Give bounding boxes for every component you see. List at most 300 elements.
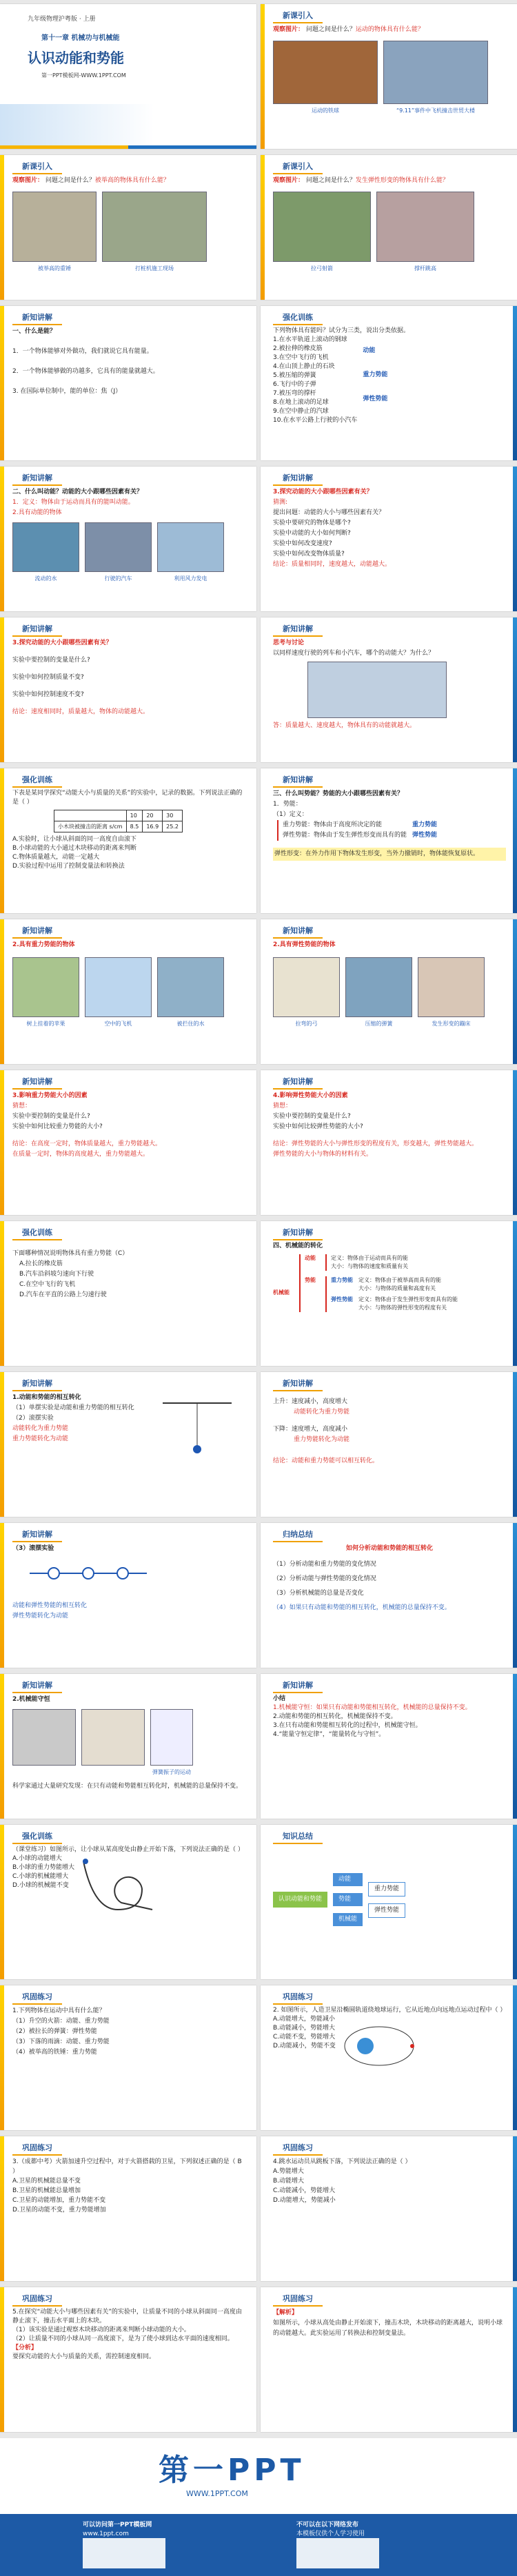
footer-text: 科学家通过大量研究发现：在只有动能和势能相互转化时，机械能的总量保持不变。 xyxy=(12,1783,243,1790)
question: 3.（成都中考）火箭加速升空过程中，对于火箭搭载的卫星，下列叙述正确的是（ B ） xyxy=(12,2158,242,2175)
caption: 行驶的汽车 xyxy=(104,575,132,582)
slide-title: 归纳总结 xyxy=(273,1527,323,1542)
slide-right-stripe xyxy=(513,617,517,762)
slide-21[interactable] xyxy=(0,1523,256,1668)
option: C.小球的机械能增大 xyxy=(12,1873,69,1880)
table-cell: 小木块被撞击的距离 s/cm xyxy=(54,821,127,832)
slide-4[interactable] xyxy=(261,155,517,300)
elastic-label: 弹性势能 xyxy=(331,1296,353,1302)
slide-title: 新知讲解 xyxy=(273,1225,323,1240)
definition-gravity: 重力势能：物体由于高度所决定的能 xyxy=(283,821,383,828)
satellite-orbit-diagram xyxy=(341,2015,417,2077)
potential-to-kinetic: 重力势能转化为动能 xyxy=(294,1436,350,1443)
slide-left-stripe xyxy=(0,306,4,460)
trampoline-image xyxy=(418,957,485,1017)
slide-19[interactable] xyxy=(0,1372,256,1517)
slide-title: 新知讲解 xyxy=(273,1678,323,1693)
slide-title: 新知讲解 xyxy=(12,471,62,486)
slide-body xyxy=(273,327,506,425)
option: B.卫星的机械能总量增加 xyxy=(12,2187,81,2194)
kinetic-def: 定义：物体由于运动而具有的能 xyxy=(331,1255,408,1261)
slide-5[interactable] xyxy=(0,306,256,460)
cover-top-label: 九年级物理沪粤版 · 上册 xyxy=(28,16,96,23)
kinetic-size: 大小：与物体的速度和质量有关 xyxy=(331,1263,408,1269)
footer-left-line[interactable]: www.1ppt.com xyxy=(83,2531,129,2537)
definition: 1．定义：物体由于运动而具有的能叫动能。 xyxy=(12,499,134,506)
slide-right-stripe xyxy=(513,768,517,913)
q-text: 问题之间是什么？ xyxy=(305,177,356,184)
slide-left-stripe xyxy=(0,1372,4,1517)
footer-right-col xyxy=(296,2521,365,2539)
text-line: 实验中动能的大小如何判断? xyxy=(273,530,351,537)
slide-body xyxy=(12,789,245,871)
plane-tower-image xyxy=(383,41,488,104)
slide-title: 巩固练习 xyxy=(12,2291,62,2307)
slide-body xyxy=(273,176,506,274)
caption: 发生形变的蹦床 xyxy=(432,1021,471,1027)
slide-body xyxy=(12,1242,245,1300)
slide-title: 新课引入 xyxy=(273,159,323,174)
slide-right-stripe xyxy=(513,306,517,460)
slide-right-stripe xyxy=(513,1221,517,1366)
text-line: 动能转化为重力势能 xyxy=(12,1425,69,1432)
q-focus: 运动的物体具有什么能？ xyxy=(355,26,424,33)
slide-title: 新知讲解 xyxy=(12,1527,62,1542)
mindmap-node-elastic: 弹性势能 xyxy=(368,1903,405,1918)
slide-right-stripe xyxy=(513,1825,517,1979)
analysis-label: 【解析】 xyxy=(273,2309,298,2316)
option: B.动能减小，势能增大 xyxy=(273,2025,336,2032)
question: 2. 如图所示，人造卫星沿椭圆轨道绕地球运行，它从近地点向远地点运动过程中（ ） xyxy=(273,2007,507,2014)
option: D.动能增大，势能减小 xyxy=(273,2197,336,2204)
footer-left-box xyxy=(83,2538,165,2568)
slide-body xyxy=(12,1544,245,1622)
text-line: （1）单摆实验是动能和重力势能的相互转化 xyxy=(12,1404,134,1411)
footer-right-title: 不可以在以下网络发布 xyxy=(296,2522,359,2528)
option: A.实验时，让小球从斜面的同一高度自由滚下 xyxy=(12,836,136,843)
slide-left-stripe xyxy=(0,2136,4,2281)
train-image xyxy=(307,662,447,718)
fall-text: 下降：速度增大，高度减小 xyxy=(273,1426,348,1433)
plane-image xyxy=(85,957,152,1017)
conclusion: 结论：速度相同时，质量越大，物体的动能越大。 xyxy=(12,708,150,715)
cover-decoration xyxy=(0,104,256,145)
question: 下表是某同学探究“动能大小与质量的关系”的实验中，记录的数据。下列说法正确的是（ ） xyxy=(12,790,243,806)
gravity-size: 大小：与物体的质量和高度有关 xyxy=(358,1285,436,1291)
category-elastic: 弹性势能 xyxy=(363,396,388,402)
mindmap-node-mechanical: 机械能 xyxy=(333,1913,363,1926)
section-heading: 小结 xyxy=(273,1695,286,1702)
slide-body xyxy=(273,2308,506,2339)
text-line: 实验中如何控制速度不变? xyxy=(12,691,84,698)
text-line: （2）让质量不同的小球从同一高度滚下，是为了使小球到达水平面的速度相同。 xyxy=(12,2335,234,2342)
slide-title: 新知讲解 xyxy=(273,471,323,486)
slide-left-stripe xyxy=(0,617,4,762)
slide-29[interactable] xyxy=(0,2136,256,2281)
slide-23[interactable] xyxy=(0,1674,256,1819)
slide-bottom-stripe xyxy=(0,145,256,149)
bow-image xyxy=(273,957,340,1017)
text-line: 实验中要控制的变量是什么? xyxy=(12,1113,90,1120)
slide-24[interactable] xyxy=(261,1674,517,1819)
slide-31[interactable] xyxy=(0,2287,256,2432)
slide-10[interactable] xyxy=(261,617,517,762)
section-heading: 3.影响重力势能大小的因素 xyxy=(12,1092,88,1099)
option: C.动能减小，势能增大 xyxy=(273,2187,336,2194)
guess: 猜想： xyxy=(273,1103,292,1110)
question: 以同样速度行驶的列车和小汽车，哪个的动能大？为什么？ xyxy=(273,650,435,657)
section-heading: （3）滚摆实验 xyxy=(12,1545,54,1552)
car-image xyxy=(85,522,152,572)
section-heading: 二、什么叫动能？动能的大小跟哪些因素有关？ xyxy=(12,489,143,495)
slide-cover[interactable] xyxy=(0,4,256,149)
gravity-def: 定义：物体由于被举高而具有的能 xyxy=(358,1277,441,1283)
slide-title: 新知讲解 xyxy=(273,773,323,788)
table-cell xyxy=(54,810,127,821)
text-line: 3.在只有动能和势能相互转化的过程中，机械能守恒。 xyxy=(273,1722,422,1729)
conclusion: 在质量一定时，物体的高度越大，重力势能越大。 xyxy=(12,1151,150,1158)
caption: 打桩机施工现场 xyxy=(135,265,174,272)
caption: 树上挂着的苹果 xyxy=(26,1021,65,1027)
options xyxy=(273,2015,336,2051)
option: D.实验过程中运用了控制变量法和转换法 xyxy=(12,863,125,870)
footer-left-col xyxy=(83,2521,152,2539)
definition-heading: 1．势能： xyxy=(273,801,302,808)
slide-left-stripe xyxy=(261,4,265,149)
q-label: 观察图片： xyxy=(273,177,305,184)
q-text: 问题之间是什么？ xyxy=(305,26,356,33)
slide-title: 巩固练习 xyxy=(12,1990,62,2005)
text-line: （3）分析机械能的总量是否变化 xyxy=(273,1590,364,1597)
list-item: 2.被拉伸的橡皮筋 xyxy=(273,345,323,352)
pile-driver-image xyxy=(102,192,207,262)
answer: 答：质量越大、速度越大，物体具有的动能就越大。 xyxy=(273,722,416,729)
caption: 拉弯的弓 xyxy=(295,1021,318,1027)
conclusion: 结论：动能和重力势能可以相互转化。 xyxy=(273,1458,379,1464)
section-heading: 3.探究动能的大小跟哪些因素有关？ xyxy=(12,640,112,646)
question: 4.跳水运动员从跳板下落，下列说法正确的是（ ） xyxy=(273,2158,412,2165)
option: B.动能增大 xyxy=(273,2178,305,2185)
bow-image xyxy=(273,192,371,262)
slide-right-stripe xyxy=(513,1985,517,2130)
spring-diagram xyxy=(26,1560,150,1587)
slide-right-stripe xyxy=(513,1674,517,1819)
slide-8[interactable] xyxy=(261,467,517,611)
definition-elastic: 弹性势能：物体由于发生弹性形变而具有的能 xyxy=(283,832,407,839)
text-line: （2）滚摆实验 xyxy=(12,1415,54,1422)
question: 5.在探究“动能大小与哪些因素有关”的实验中，让质量不同的小球从斜面同一高度由静止滚下，撞击水平面上的木块。 xyxy=(12,2309,242,2324)
text-line: 动能和弹性势能的相互转化 xyxy=(12,1602,88,1609)
slide-14[interactable] xyxy=(261,919,517,1064)
option: D.小球的机械能不变 xyxy=(12,1882,69,1889)
footer-right-line: 本模板仅供个人学习使用 xyxy=(296,2531,365,2537)
mindmap-node-potential: 势能 xyxy=(333,1893,363,1906)
option: A.卫星的机械能总量不变 xyxy=(12,2178,81,2185)
slide-left-stripe xyxy=(0,1985,4,2130)
slide-body xyxy=(12,2157,245,2215)
slide-title: 新知讲解 xyxy=(273,1376,323,1391)
text-line: （1）该实验是通过观察木块移动的距离来判断小球动能的大小。 xyxy=(12,2327,190,2333)
text-line: 实验中如何比较重力势能的大小? xyxy=(12,1123,103,1130)
footer-logo: 第一PPT xyxy=(159,2453,305,2488)
loop-track-diagram xyxy=(80,1854,156,1916)
text-line: 实验中如何比较弹性势能的大小? xyxy=(273,1123,363,1130)
slide-16[interactable] xyxy=(261,1070,517,1215)
options xyxy=(12,1854,74,1890)
analysis-text: 如图所示，小球从高处由静止开始滚下，撞击木块，木块移动的距离越大，说明小球的动能越大。此实验运用了转换法和控制变量法。 xyxy=(273,2320,503,2337)
kinetic-to-potential: 动能转化为重力势能 xyxy=(294,1409,350,1415)
conclusion: 结论：在高度一定时，物体质量越大，重力势能越大。 xyxy=(12,1141,162,1147)
slide-11[interactable] xyxy=(0,768,256,913)
slide-20[interactable] xyxy=(261,1372,517,1517)
slide-body xyxy=(12,2006,245,2058)
elastic-note: 弹性形变：在外力作用下物体发生形变，当外力撤销时，物体能恢复原状。 xyxy=(273,848,506,861)
text-line: 2．一个物体能够做的功越多，它具有的能量就越大。 xyxy=(12,368,159,375)
rise-text: 上升：速度减小，高度增大 xyxy=(273,1398,348,1405)
slide-2[interactable] xyxy=(261,4,517,149)
caption: 运动的铁球 xyxy=(312,108,339,114)
slide-9[interactable] xyxy=(0,617,256,762)
list-item: 9.在空中静止的汽球 xyxy=(273,408,329,415)
caption: 流动的水 xyxy=(34,575,57,582)
slide-body xyxy=(12,2308,245,2362)
kinetic-label: 动能 xyxy=(305,1255,316,1261)
list-item: 3.在空中飞行的飞机 xyxy=(273,354,329,361)
footer-left-title: 可以访问第一PPT模板网 xyxy=(83,2522,152,2528)
text-line: 3. 在国际单位制中，能的单位：焦（J） xyxy=(12,388,122,395)
slide-title: 巩固练习 xyxy=(273,2291,323,2307)
section-heading: 思考与讨论 xyxy=(273,640,305,646)
slide-3[interactable] xyxy=(0,155,256,300)
slide-7[interactable] xyxy=(0,467,256,611)
table-cell: 16.9 xyxy=(143,821,163,832)
text-line: 实验中如何控制质量不变? xyxy=(12,674,84,681)
option: A.动能增大，势能减小 xyxy=(273,2016,335,2023)
slide-6[interactable] xyxy=(261,306,517,460)
slide-left-stripe xyxy=(0,1070,4,1215)
potential-label: 势能 xyxy=(305,1277,316,1283)
mindmap-node-gravity: 重力势能 xyxy=(368,1882,405,1897)
mechanical-energy-label: 机械能 xyxy=(273,1289,290,1296)
slide-body xyxy=(12,1091,245,1160)
slide-left-stripe xyxy=(261,155,265,300)
slide-right-stripe xyxy=(513,1372,517,1517)
elastic-def: 定义：物体由于发生弹性形变而具有的能 xyxy=(358,1296,458,1302)
section-heading: 1.动能和势能的相互转化 xyxy=(12,1394,81,1401)
archer-image xyxy=(81,1709,145,1766)
question: 提出问题：动能的大小与哪些因素有关？ xyxy=(273,509,385,516)
slide-title: 巩固练习 xyxy=(273,2140,323,2156)
section-heading: 3.探究动能的大小跟哪些因素有关？ xyxy=(273,489,373,495)
slide-body xyxy=(273,487,506,570)
options xyxy=(273,2167,506,2205)
slide-left-stripe xyxy=(0,1523,4,1668)
text-line: 实验中如何改变速度? xyxy=(273,540,332,547)
table-row xyxy=(54,821,183,832)
table-cell: 20 xyxy=(143,810,163,821)
spring-oscillator-image xyxy=(150,1709,193,1766)
slide-title: 强化训练 xyxy=(12,1225,62,1240)
slide-body xyxy=(273,1091,506,1160)
slide-right-stripe xyxy=(513,2136,517,2281)
slide-left-stripe xyxy=(0,919,4,1064)
text-line: 1.机械能守恒：如果只有动能和势能相互转化，机械能的总量保持不变。 xyxy=(273,1704,472,1711)
slide-title: 新知讲解 xyxy=(12,310,62,325)
option: D.卫星的动能不变，重力势能增加 xyxy=(12,2207,106,2214)
list-item: 10.在水平公路上行驶的小汽车 xyxy=(273,417,358,424)
section-heading: 2.机械能守恒 xyxy=(12,1696,50,1703)
slide-25[interactable] xyxy=(0,1825,256,1979)
q-focus: 发生弹性形变的物体具有什么能？ xyxy=(355,177,449,184)
analysis-text: 要探究动能的大小与质量的关系，需控制速度相同。 xyxy=(12,2353,156,2360)
text-line: 重力势能转化为动能 xyxy=(12,1435,69,1442)
q-label: 观察图片： xyxy=(12,177,44,184)
slide-body xyxy=(273,1393,506,1466)
slide-title: 强化训练 xyxy=(12,1829,62,1844)
footer-banner xyxy=(0,2438,517,2576)
category-gravity: 重力势能 xyxy=(363,371,388,378)
dam-image xyxy=(157,957,224,1017)
text-line: 1．一个物体能够对外做功，我们就说它具有能量。 xyxy=(12,348,153,355)
slide-body xyxy=(12,176,245,274)
text-line: 实验中要控制的变量是什么? xyxy=(12,657,90,664)
text-line: 实验中如何改变物体质量? xyxy=(273,551,345,558)
slide-title: 新知讲解 xyxy=(12,1678,62,1693)
table-cell: 30 xyxy=(163,810,183,821)
option: C.卫星的动能增加，重力势能不变 xyxy=(12,2197,106,2204)
option: C.物体质量越大，动能一定越大 xyxy=(12,854,100,861)
question: （课堂练习）如图所示，让小球从某高度处由静止开始下落，下列说法正确的是（ ） xyxy=(12,1846,244,1853)
slide-body xyxy=(273,1695,506,1739)
section-heading: 4.影响弹性势能大小的因素 xyxy=(273,1092,348,1099)
slide-right-stripe xyxy=(513,919,517,1064)
list-item: 1.在水平轨道上滚动的钢球 xyxy=(273,336,347,343)
options xyxy=(12,2176,245,2215)
mindmap-center: 认识动能和势能 xyxy=(273,1892,327,1908)
text-line: 实验中要控制的变量是什么? xyxy=(273,1113,351,1120)
list-item: 7.被压弯的撑杆 xyxy=(273,390,316,397)
slide-left-stripe xyxy=(0,1674,4,1819)
water-image xyxy=(12,522,79,572)
slide-body xyxy=(273,1846,506,1926)
intro: 下列物体具有能吗？试分为三类，说出分类依据。 xyxy=(273,327,410,334)
slide-13[interactable] xyxy=(0,919,256,1064)
slide-30[interactable] xyxy=(261,2136,517,2281)
slide-left-stripe xyxy=(0,2287,4,2432)
options xyxy=(19,1259,245,1300)
text-line: 实验中要研究的物体是哪个? xyxy=(273,520,351,527)
caption: 利用风力发电 xyxy=(174,575,207,582)
question: 下面哪种情况说明物体具有重力势能（C） xyxy=(12,1250,129,1257)
slide-title: 新课引入 xyxy=(12,159,62,174)
text-line: （4）如果只有动能和势能的相互转化，机械能的总量保持不变。 xyxy=(273,1604,451,1611)
slide-26[interactable] xyxy=(261,1825,517,1979)
text-line: （3）下落的雨滴：动能、重力势能 xyxy=(12,2038,110,2045)
slide-right-stripe xyxy=(513,467,517,611)
elastic-size: 大小：与物体的弹性形变的程度有关 xyxy=(358,1305,447,1311)
category-gravity: 重力势能 xyxy=(412,821,438,828)
slide-body xyxy=(12,1393,245,1444)
gravity-label: 重力势能 xyxy=(331,1277,353,1283)
slide-title: 强化训练 xyxy=(12,773,62,788)
section-heading: 一、什么是能？ xyxy=(12,328,57,335)
caption: “9.11”事件中飞机撞击世贸大楼 xyxy=(396,108,476,114)
option: B.小球的重力势能增大 xyxy=(12,1864,75,1871)
slide-title: 新知讲解 xyxy=(273,1074,323,1090)
slide-body xyxy=(12,940,245,1029)
slide-left-stripe xyxy=(0,1221,4,1366)
list-item: 4.在山顶上静止的石块 xyxy=(273,363,335,370)
slide-body xyxy=(273,638,506,731)
text-line: 弹性势能转化为动能 xyxy=(12,1613,69,1619)
option: A.小球的动能增大 xyxy=(12,1855,62,1862)
definition-label: （1）定义： xyxy=(273,811,308,818)
section-heading: 2.具有弹性势能的物体 xyxy=(273,941,336,948)
slide-title: 巩固练习 xyxy=(273,1990,323,2005)
slide-title: 新知讲解 xyxy=(12,923,62,939)
slide-title: 新知讲解 xyxy=(12,622,62,637)
slide-15[interactable] xyxy=(0,1070,256,1215)
wind-turbine-image xyxy=(157,522,224,572)
examples-heading: 2.具有动能的物体 xyxy=(12,509,62,516)
slide-body xyxy=(273,2006,506,2077)
mindmap-node-kinetic: 动能 xyxy=(333,1873,363,1886)
slide-left-stripe xyxy=(0,155,4,300)
slide-32[interactable] xyxy=(261,2287,517,2432)
iron-ball-image xyxy=(273,41,378,104)
slide-body xyxy=(12,327,245,397)
option: D.汽车在平直的公路上匀速行驶 xyxy=(19,1291,107,1298)
slide-body xyxy=(12,1695,245,1792)
apple-image xyxy=(12,957,79,1017)
conclusion: 结论：弹性势能的大小与弹性形变的程度有关，形变越大，弹性势能越大。 xyxy=(273,1141,478,1147)
q-focus: 被举高的物体具有什么能？ xyxy=(94,177,170,184)
slide-body xyxy=(273,2157,506,2205)
text-line: （1）分析动能和重力势能的变化情况 xyxy=(273,1561,376,1568)
slide-28[interactable] xyxy=(261,1985,517,2130)
text-line: （1）升空的火箭：动能、重力势能 xyxy=(12,2018,110,2025)
conclusion: 结论：质量相同时，速度越大，动能越大。 xyxy=(273,561,392,568)
conclusion: 弹性势能的大小与物体的材料有关。 xyxy=(273,1151,373,1158)
footer-url[interactable]: WWW.1PPT.COM xyxy=(186,2489,248,2498)
pole-vault-image xyxy=(376,192,474,262)
footer-right-box xyxy=(296,2538,379,2568)
caption: 拉弓射箭 xyxy=(311,265,333,272)
slide-18[interactable] xyxy=(261,1221,517,1366)
slide-12[interactable] xyxy=(261,768,517,913)
caption: 被举高的重锤 xyxy=(38,265,71,272)
slide-17[interactable] xyxy=(0,1221,256,1366)
slide-right-stripe xyxy=(513,1070,517,1215)
caption: 空中的飞机 xyxy=(104,1021,132,1027)
slide-27[interactable] xyxy=(0,1985,256,2130)
option: D.动能减小，势能不变 xyxy=(273,2043,336,2049)
option: A.拉长的橡皮筋 xyxy=(19,1260,63,1267)
slide-title: 新知讲解 xyxy=(12,1074,62,1090)
category-elastic: 弹性势能 xyxy=(412,832,438,839)
slide-title: 强化训练 xyxy=(273,310,323,325)
slide-right-stripe xyxy=(513,1523,517,1668)
guess: 猜测: xyxy=(273,499,288,506)
caption: 压缩的弹簧 xyxy=(365,1021,393,1027)
section-heading: 2.具有重力势能的物体 xyxy=(12,941,75,948)
caption: 撑杆跳高 xyxy=(414,265,436,272)
option: A.势能增大 xyxy=(273,2168,304,2175)
slide-body xyxy=(12,487,245,584)
text-line: （2）分析动能与弹性势能的变化情况 xyxy=(273,1575,376,1582)
slide-22[interactable] xyxy=(261,1523,517,1668)
hammer-image xyxy=(12,192,97,262)
